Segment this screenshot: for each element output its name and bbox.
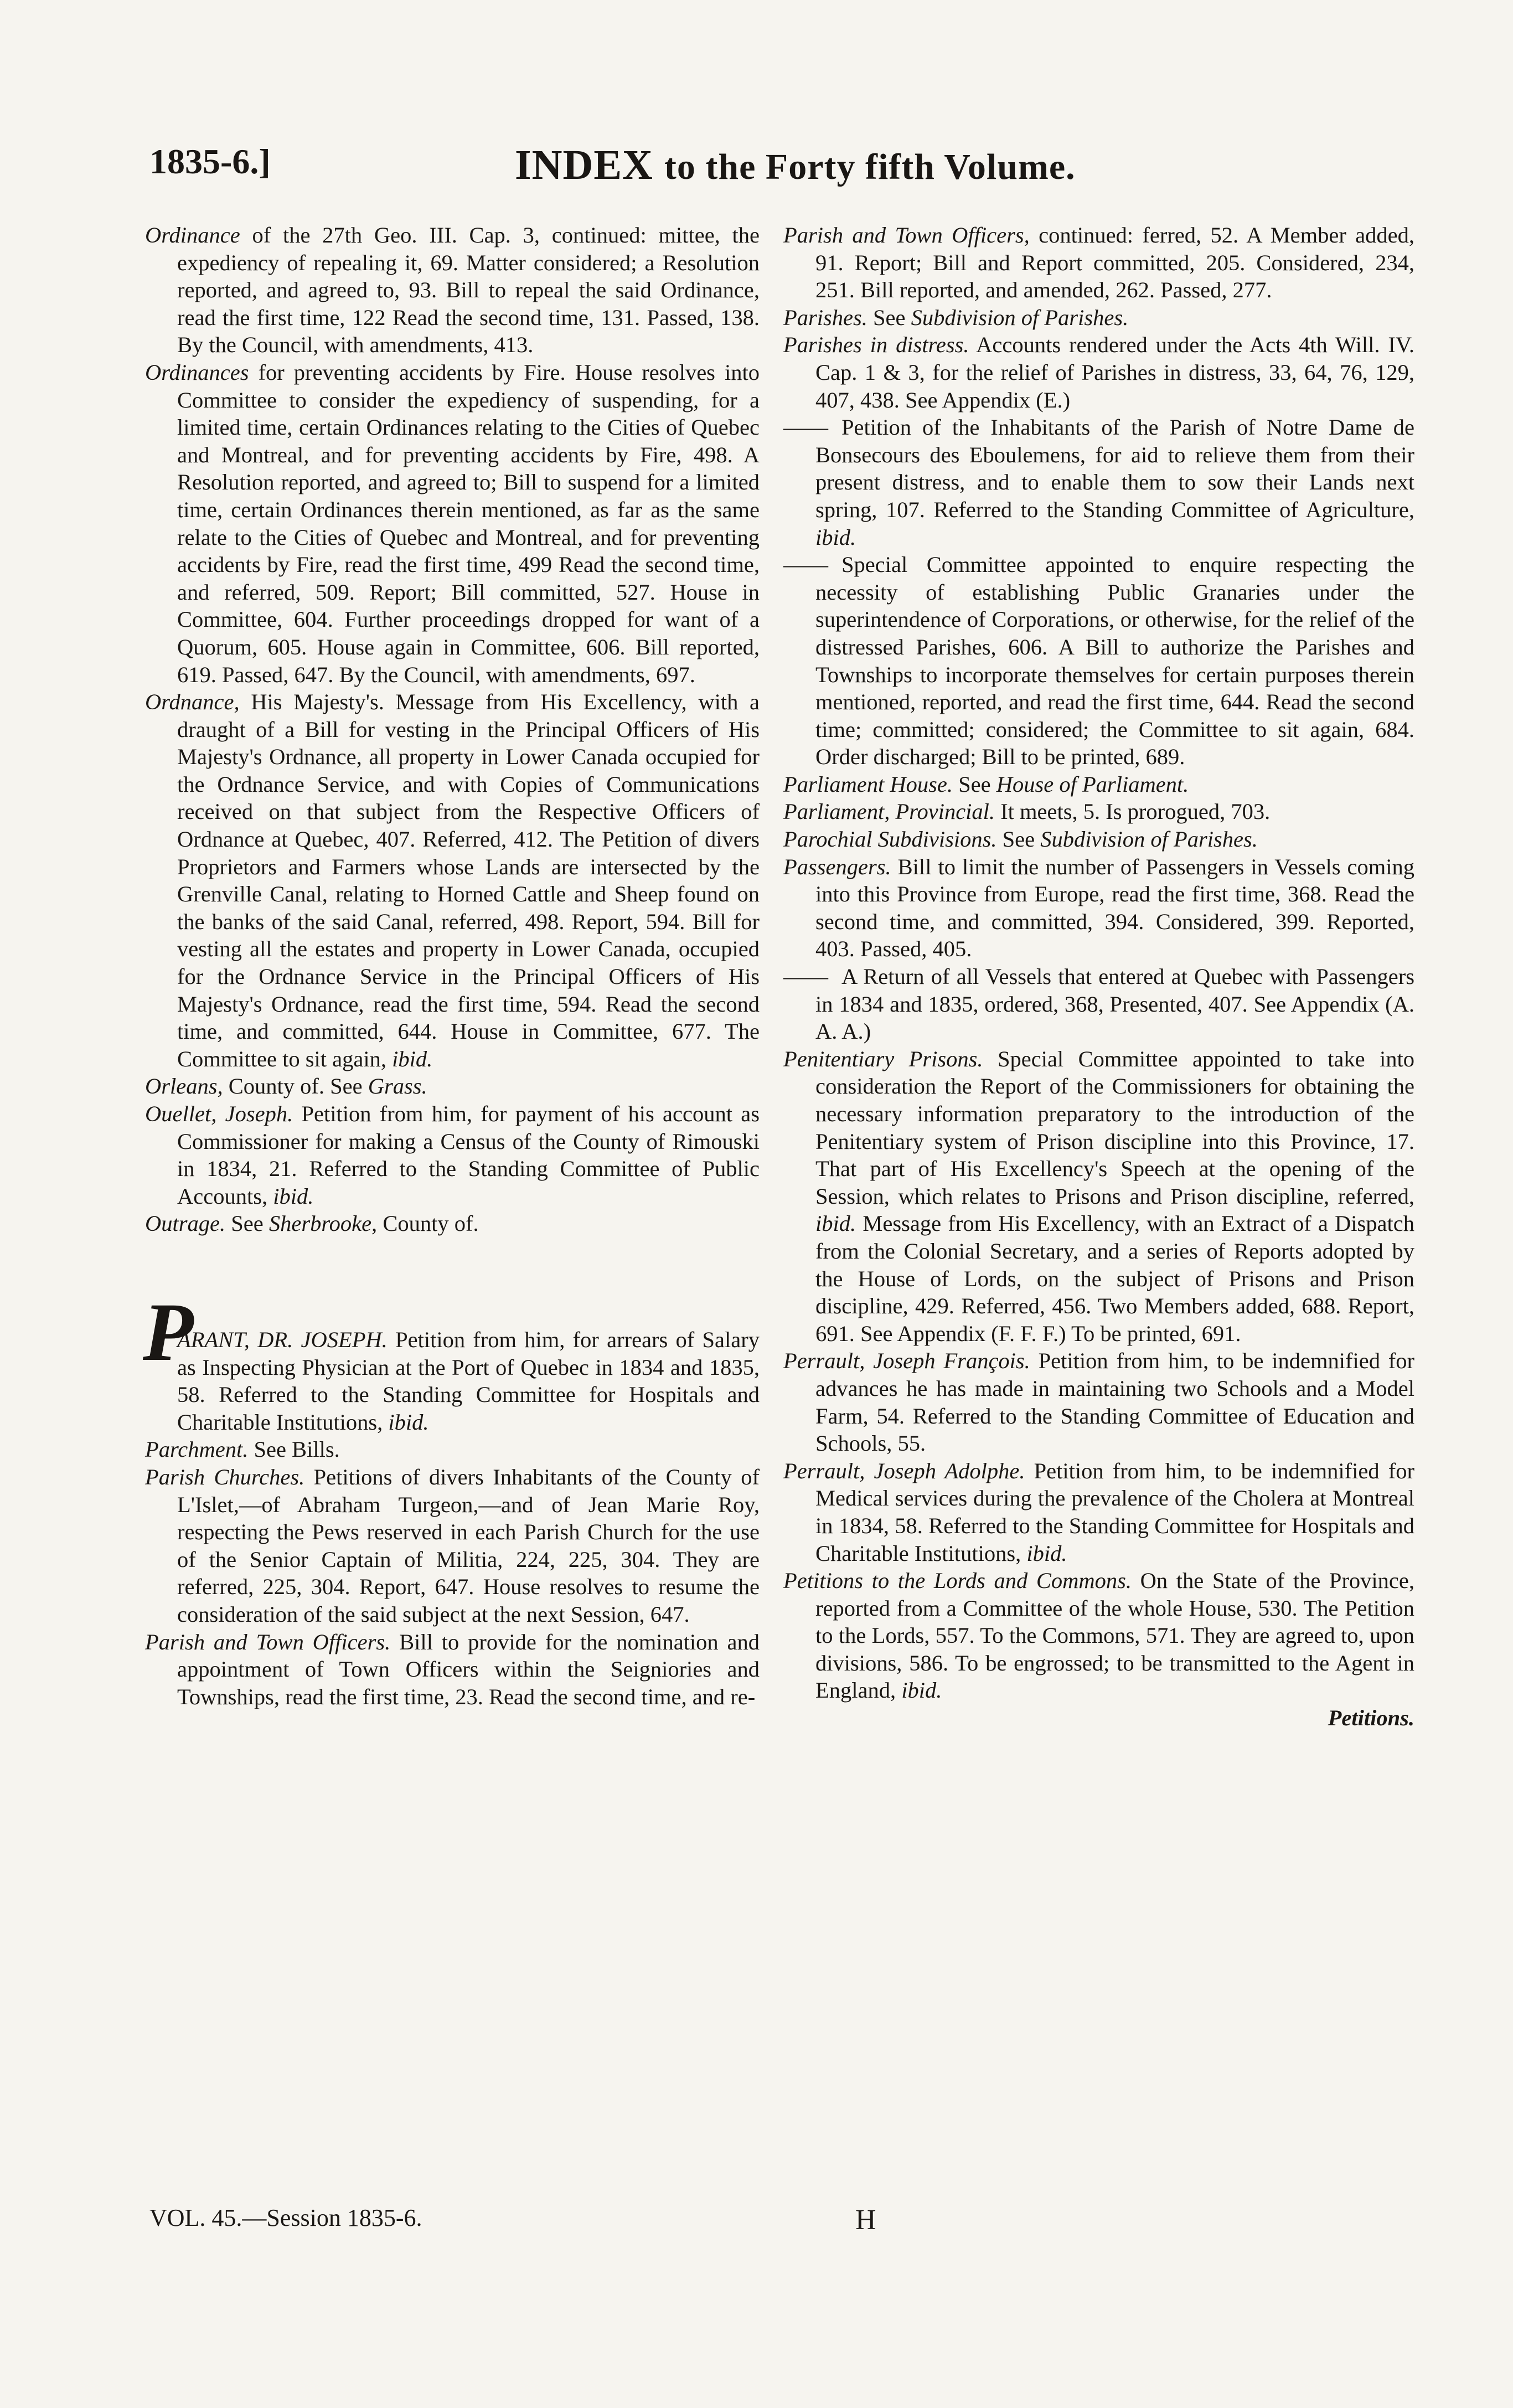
entry-heading: Parliament, Provincial.: [783, 799, 995, 824]
index-entry: [145, 1463, 760, 1628]
entry-heading: Passengers.: [783, 854, 891, 879]
index-entry: [143, 1286, 760, 1436]
entry-text: See Bills.: [254, 1437, 340, 1462]
entry-text: His Majesty's. Message from His Excellency, with a draught of a Bill for vesting in the Principal Officers of His Majesty's Ordnance, all property in Lower Canada occupied for the Ordnance Service, and with Copies of Communications received on that subject from the Respective Officers of Ordnance at Quebec, 407. Referred, 412. The Petition of divers Proprietors and Farmers whose Lands are intersected by the Grenville Canal, relating to Horned Cattle and Sheep found on the banks of the said Canal, referred, 498. Report, 594. Bill for vesting all the estates and property in Lower Canada, occupied for the Ordnance Service in the Principal Officers of His Majesty's Ordnance, read the first time, 594. Read the second time, and committed, 644. House in Committee, 677. The Committee to sit again,: [177, 689, 760, 1071]
subentry-dash: ——: [783, 552, 828, 577]
index-entry: [783, 771, 1414, 798]
index-subentry: [783, 963, 1414, 1045]
entry-heading: Parish and Town Officers,: [783, 223, 1030, 247]
entry-heading: Ordinance: [145, 223, 240, 247]
entry-ibid: ibid.: [388, 1409, 429, 1435]
entry-heading: Ordnance,: [145, 689, 240, 715]
entry-heading: Orleans,: [145, 1074, 223, 1099]
page-header: [149, 141, 1417, 202]
index-entry: [783, 1347, 1414, 1457]
index-entry: [145, 1100, 760, 1210]
index-entry: [783, 221, 1415, 304]
entry-text: Petition from him, for payment of his account as Commissioner for making a Census of the County of Rimouski in 1834, 21. Referred to the Standing Committee of Public Accounts,: [177, 1101, 760, 1209]
entry-text: continued: ferred, 52. A Member added, 91. Report; Bill and Report committed, 205. Considered, 234, 251. Bill reported, and amended, 262. Passed, 277.: [815, 223, 1415, 303]
entry-ibid: ibid.: [901, 1678, 942, 1703]
index-entry: [145, 359, 760, 688]
entry-text: See: [1002, 827, 1035, 852]
entry-heading: Outrage.: [145, 1211, 226, 1236]
page-footer: [149, 2204, 1417, 2242]
title-rest: to the Forty fifth Volume.: [664, 147, 1076, 187]
entry-ibid: ibid.: [1026, 1540, 1067, 1566]
entry-text: Petition from him, for arrears of Salary as Inspecting Physician at the Port of Quebec in 1834 and 1835, 58. Referred to the Standing Committee for Hospitals and Charitable Institutions,: [177, 1327, 760, 1435]
index-entry: [783, 1045, 1414, 1348]
entry-text: for preventing accidents by Fire. House resolves into Committee to consider the expediency of suspending, for a limited time, certain Ordinances relating to the Cities of Quebec and Montreal, and for preventing accidents by Fire, 498. A Resolution reported, and agreed to; Bill to suspend for a limited time, certain Ordinances therein mentioned, as far as the same relate to the Cities of Quebec and Montreal, and for preventing accidents by Fire, read the first time, 499 Read the second time, and referred, 509. Report; Bill committed, 527. House in Committee, 604. Further proceedings dropped for want of a Quorum, 605. House again in Committee, 606. Bill reported, 619. Passed, 647. By the Council, with amendments, 697.: [177, 359, 760, 687]
entry-ibid: ibid.: [815, 1211, 856, 1236]
entry-reference: Grass.: [368, 1074, 427, 1099]
entry-heading: Parish and Town Officers.: [145, 1629, 391, 1654]
entry-heading: Perrault, Joseph François.: [783, 1348, 1030, 1374]
entry-heading: Parchment.: [145, 1437, 249, 1462]
entry-text: Bill to provide for the nomination and appointment of Town Officers within the Seigniories and Townships, read the first time, 23. Read the second time, and re-: [177, 1629, 760, 1709]
entry-text-tail: County of.: [383, 1211, 479, 1236]
title-index: INDEX: [515, 142, 653, 188]
entry-text: See: [873, 305, 906, 330]
entry-reference: Subdivision of Parishes.: [911, 305, 1129, 330]
header-year: 1835-6.]: [149, 142, 271, 181]
drop-cap: P: [143, 1286, 194, 1378]
index-subentry: [783, 414, 1414, 551]
entry-heading: Penitentiary Prisons.: [783, 1046, 983, 1071]
subentry-dash: ——: [783, 415, 828, 440]
entry-text: See: [958, 771, 991, 797]
index-entry: [783, 1457, 1415, 1567]
section-gap: [145, 1237, 760, 1326]
entry-heading: Perrault, Joseph Adolphe.: [783, 1458, 1025, 1483]
index-subentry: [783, 551, 1414, 771]
page-title: [515, 141, 1076, 189]
entry-heading: Parish Churches.: [145, 1464, 305, 1489]
index-entry: [783, 304, 1414, 332]
index-entry: [145, 1210, 760, 1237]
entry-text: Petition from him, to be indemnified for Medical services during the prevalence of the Cholera at Montreal in 1834, 58. Referred to the Standing Committee for Hospitals and Charitable Institutions,: [815, 1458, 1415, 1566]
entry-text: Petition from him, to be indemnified for advances he has made in maintaining two Schools and a Model Farm, 54. Referred to the Standing Committee of Education and Schools, 55.: [815, 1348, 1414, 1456]
entry-heading: Parliament House.: [783, 771, 953, 797]
index-entry: [145, 1436, 760, 1463]
entry-text: County of. See: [228, 1074, 363, 1099]
signature-mark: H: [855, 2204, 876, 2236]
index-entry: [145, 1072, 760, 1100]
entry-text: Accounts rendered under the Acts 4th Will. IV. Cap. 1 & 3, for the relief of Parishes in distress, 33, 64, 76, 129, 407, 438. See Appendix (E.): [815, 332, 1415, 412]
entry-heading: Parishes in distress.: [783, 332, 969, 358]
entry-heading: Ouellet, Joseph.: [145, 1101, 293, 1126]
index-entry: [783, 826, 1414, 853]
catchword: Petitions.: [1328, 1705, 1414, 1731]
index-entry: [783, 1567, 1415, 1704]
entry-ibid: ibid.: [815, 524, 856, 550]
subentry-dash: ——: [783, 964, 828, 989]
entry-text: A Return of all Vessels that entered at Quebec with Passengers in 1834 and 1835, ordered, 368, Presented, 407. See Appendix (A. A. A.): [815, 964, 1414, 1044]
entry-reference: Sherbrooke,: [268, 1211, 378, 1236]
left-column: [145, 221, 760, 1710]
entry-text: Special Committee appointed to enquire respecting the necessity of establishing Public Granaries under the superintendence of Corporations, or otherwise, for the relief of the distressed Parishes, 606. A Bill to authorize the Parishes and Townships to incorporate themselves for certain purposes therein mentioned, reported, and read the first time, 644. Read the second time; committed; considered; the Committee to sit again, 684. Order discharged; Bill to be printed, 689.: [815, 552, 1414, 770]
entry-heading: Ordinances: [145, 359, 249, 385]
entry-text: Petitions of divers Inhabitants of the County of L'Islet,—of Abraham Turgeon,—and of Jean Marie Roy, respecting the Pews reserved in each Parish Church for the use of the Senior Captain of Militia, 224, 225, 304. They are referred, 225, 304. Report, 647. House resolves to resume the consideration of the said subject at the next Session, 647.: [177, 1464, 760, 1627]
index-entry: [783, 331, 1415, 414]
right-column: [783, 221, 1414, 1732]
entry-text: of the 27th Geo. III. Cap. 3, continued: mittee, the expediency of repealing it, 69. Matter considered; a Resolution reported, and agreed to, 93. Bill to repeal the said Ordinance, read the first time, 122 Read the second time, 131. Passed, 138. By the Council, with amendments, 413.: [177, 223, 760, 358]
entry-ibid: ibid.: [273, 1183, 314, 1209]
entry-heading: Parochial Subdivisions.: [783, 827, 997, 852]
entry-text: On the State of the Province, reported from a Committee of the whole House, 530. The Petition to the Lords, 557. To the Commons, 571. They are agreed to, upon divisions, 586. To be engrossed; to be transmitted to the Agent in England,: [815, 1568, 1415, 1703]
volume-session: VOL. 45.—Session 1835-6.: [149, 2204, 422, 2231]
entry-heading: Petitions to the Lords and Commons.: [783, 1568, 1132, 1594]
index-entry: [145, 688, 760, 1072]
entry-text: Petition of the Inhabitants of the Parish of Notre Dame de Bonsecours des Eboulemens, for aid to relieve them from their present distress, and to enable them to sow their Lands next spring, 107. Referred to the Standing Committee of Agriculture,: [815, 415, 1414, 522]
entry-reference: Subdivision of Parishes.: [1040, 827, 1258, 852]
entry-text: Special Committee appointed to take into consideration the Report of the Commissioners for obtaining the necessary information preparatory to the introduction of the Penitentiary system of Prison discipline into this Province, 17. That part of His Excellency's Speech at the opening of the Session, which relates to Prisons and Prison discipline, referred,: [815, 1046, 1414, 1209]
index-entry: [145, 1628, 760, 1711]
entry-text: Bill to limit the number of Passengers in Vessels coming into this Province from Europe, read the first time, 368. Read the second time, and committed, 394. Considered, 399. Reported, 403. Passed, 405.: [815, 854, 1414, 962]
entry-heading: ARANT, DR. JOSEPH.: [177, 1327, 388, 1352]
index-entry: [145, 221, 760, 359]
entry-text: It meets, 5. Is prorogued, 703.: [1000, 799, 1271, 824]
entry-heading: Parishes.: [783, 305, 867, 330]
entry-text: See: [231, 1211, 264, 1236]
entry-reference: House of Parliament.: [996, 771, 1189, 797]
entry-ibid: ibid.: [392, 1046, 433, 1071]
index-entry: [783, 853, 1414, 963]
entry-text-continued: Message from His Excellency, with an Extract of a Dispatch from the Colonial Secretary, and a series of Reports adopted by the House of Lords, on the subject of Prisons and Prison discipline, 429. Referred, 456. Two Members added, 688. Report, 691. See Appendix (F. F. F.) To be printed, 691.: [815, 1211, 1414, 1346]
index-entry: [783, 798, 1414, 826]
